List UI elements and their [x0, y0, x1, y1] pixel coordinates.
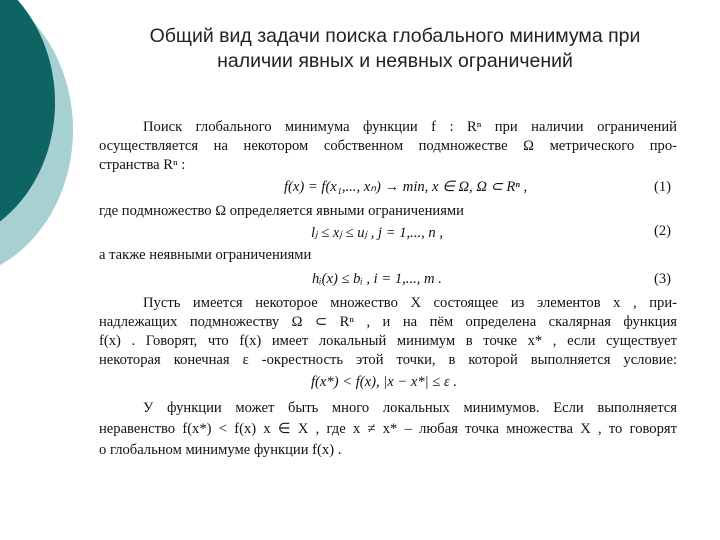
slide-title [110, 24, 680, 74]
equation-1: f(x) = f(x₁,..., xₙ) → min, x ∈ Ω, Ω ⊂ Rⁿ , [284, 179, 528, 195]
equation-3: hᵢ(x) ≤ bᵢ , i = 1,..., m . [312, 271, 442, 287]
paragraph-3: а также неявными ограничениями [99, 247, 312, 263]
paragraph-2: где подмножество Ω определяется явными ограничениями [99, 203, 464, 219]
paragraph-5-line-3: о глобальном минимуме функции f(x) . [99, 442, 342, 458]
slide-title-line1: Общий вид задачи поиска глобального минимума при [149, 25, 641, 47]
paragraph-1-line-3: странства Rⁿ : [99, 157, 186, 173]
paragraph-1-line-1: Поиск глобального минимума функции f : Rⁿ при наличии ограничений [143, 119, 677, 135]
equation-2: lⱼ ≤ xⱼ ≤ uⱼ , j = 1,..., n , [311, 225, 444, 241]
equation-4: f(x*) < f(x), |x − x*| ≤ ε . [311, 374, 458, 390]
paragraph-4-line-4: некоторая конечная ε -окрестность этой точки, в которой выполняется условие: [99, 352, 677, 368]
equation-1-number: (1) [653, 179, 671, 195]
equation-3-number: (3) [653, 271, 671, 287]
paragraph-1-line-2: осуществляется на некотором собственном подмножестве Ω метрического про- [99, 138, 677, 154]
slide-title-line2: наличии явных и неявных ограничений [217, 50, 573, 72]
paragraph-5-line-1: У функции может быть много локальных минимумов. Если выполняется [143, 400, 677, 416]
paragraph-4-line-3: f(x) . Говорят, что f(x) имеет локальный минимум в точке x* , если существует [99, 333, 677, 349]
paragraph-4-line-2: надлежащих подмножеству Ω ⊂ Rⁿ , и на пём определена скалярная функция [99, 314, 677, 330]
paragraph-4-line-1: Пусть имеется некоторое множество X состоящее из элементов x , при- [143, 295, 677, 311]
paragraph-5-line-2: неравенство f(x*) < f(x) x ∈ X , где x ≠ x* – любая точка множества X , то говорят [99, 421, 677, 437]
equation-2-number: (2) [653, 223, 671, 239]
